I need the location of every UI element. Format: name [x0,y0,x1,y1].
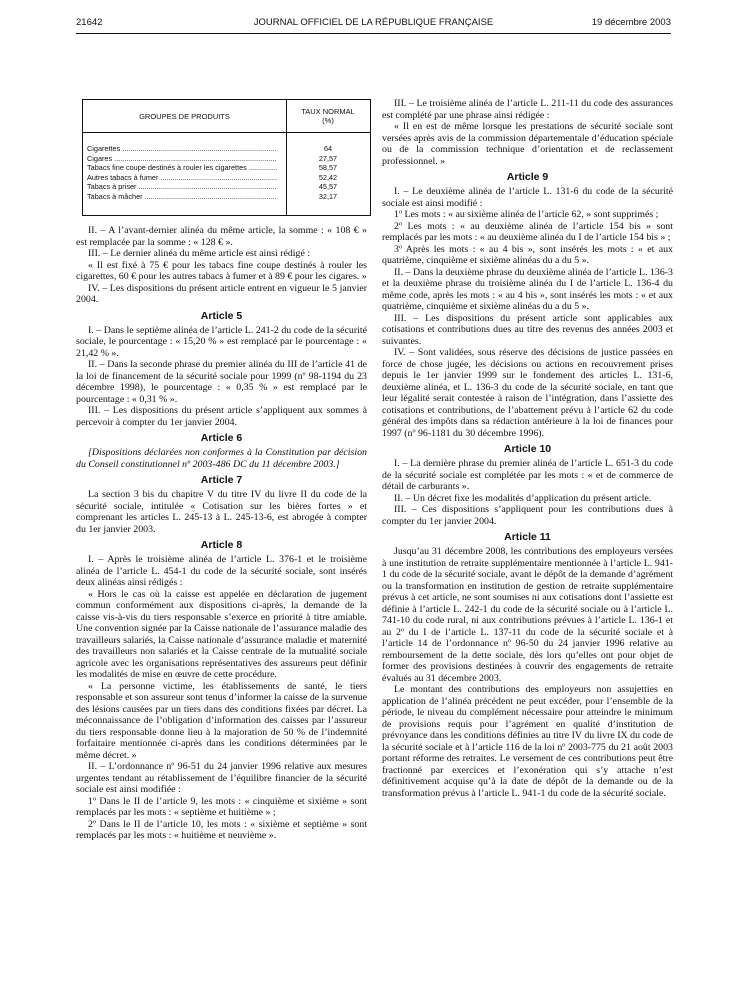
product-name: Cigarettes ..... [87,144,277,154]
paragraph: II. – L’ordonnance nº 96-51 du 24 janvier 1996 relative aux mesures urgentes tendant au rétablissement de l’équilibre financier de la sécurité sociale est ainsi modifiée : [76,761,367,795]
paragraph: III. – Les dispositions du présent article sont applicables aux cotisations et contributions dues au titre des revenus des années 2003 et suivantes. [382,312,673,347]
table-row [87,182,367,192]
paragraph: I. – Le deuxième alinéa de l’article L. 131-6 du code de la sécurité sociale est ainsi modifié : [382,186,673,209]
paragraph: IV. – Sont validées, sous réserve des décisions de justice passées en force de chose jugée, les décisions ou actions en recouvrement prises depuis le 1er janvier 1999 sur le fondement des articles L. 131-6, deuxième alinéa, et L. 136-3 du code de la sécurité sociale, en tant que leur légalité serait contestée à raison de l’intégration, dans l’assiette des cotisations et contributions, de l’abattement prévu à l’article 62 du code général des impôts dans sa rédaction antérieure à la loi de finances pour 1997 (nº 96-1181 du 30 décembre 1996). [382,347,673,439]
paragraph: II. – Un décret fixe les modalités d’application du présent article. [394,492,652,504]
page-header [76,17,671,31]
rate-value: 58,57 [318,163,338,173]
table-row [87,192,367,202]
paragraph: « Il en est de même lorsque les prestations de sécurité sociale sont versées après avis de la commission départementale d’éducation spéciale ou de la commission technique d’orientation et de reclassement professionnel. » [382,121,673,167]
paragraph: II. – A l’avant-dernier alinéa du même article, la somme : « 108 € » est remplacée par la somme : « 128 € ». [76,225,367,248]
tax-rate-table [82,99,371,216]
paragraph: I. – La dernière phrase du premier alinéa de l’article L. 651-3 du code de la sécurité sociale est complétée par les mots : « et de commerce de détail de carburants ». [382,458,673,492]
paragraph: IV. – Les dispositions du présent article entrent en vigueur le 5 janvier 2004. [76,282,367,305]
paragraph: II. – Dans la deuxième phrase du deuxième alinéa de l’article L. 136-3 et la deuxième phrase du troisième alinéa du I de l’article L. 136-4 du même code, après les mots : « au 4 bis », sont insérés les mots : « et aux quatrième, cinquième et sixième alinéas du a du 5 ». [382,266,673,312]
paragraph: 1º Dans le II de l’article 9, les mots : « cinquième et sixième » sont remplacés par les mots : « septième et huitième » ; [76,795,367,818]
paragraph: III. – Ces dispositions s’appliquent pour les contributions dues à compter du 1er janvier 2004. [382,504,673,527]
paragraph: III. – Les dispositions du présent article s’appliquent aux sommes à percevoir à compter du 1er janvier 2004. [76,405,367,428]
paragraph: 1º Les mots : « au sixième alinéa de l’article 62, » sont supprimés ; [394,209,659,220]
paragraph: « La personne victime, les établissements de santé, le tiers responsable et son assureur sont tenus d’informer la caisse de la survenue des lésions causées par un tiers dans des conditions fixées par décret. La méconnaissance de l’obligation d’information des caisses par l’assureur du tiers responsable donne lieu à la majoration de 50 % de l’indemnité forfaitaire mentionnée ci-après dans les conditions déterminées par le même décret. » [76,680,367,761]
article-heading: Article 9 [506,171,549,183]
paragraph: III. – Le dernier alinéa du même article est ainsi rédigé : [88,248,311,259]
product-name: Tabacs à priser ..... [87,182,277,192]
paragraph: « Il est fixé à 75 € pour les tabacs fine coupe destinés à rouler les cigarettes, 60 € pour les autres tabacs à fumer et à 89 € pour les cigares. » [76,259,367,282]
article-heading: Article 6 [200,432,243,444]
article-heading: Article 7 [200,474,243,486]
table-row [87,154,367,164]
article-heading: Article 11 [504,531,551,543]
paragraph: II. – Dans la seconde phrase du premier alinéa du III de l’article 41 de la loi de financement de la sécurité sociale pour 1999 (nº 98-1194 du 23 décembre 1998), le pourcentage : « 0,35 % » est remplacé par le pourcentage : « 0,31 % ». [76,359,367,405]
article-heading: Article 10 [503,443,552,455]
page-number: 21642 [76,17,103,28]
table-header-divider [83,132,370,133]
paragraph: I. – Dans le septième alinéa de l’article L. 241-2 du code de la sécurité sociale, le pourcentage : « 15,20 % » est remplacé par le pourcentage : « 21,42 % ». [76,324,367,359]
product-name: Autres tabacs à fumer ..... [87,173,277,183]
table-row [87,163,367,173]
table-header-normal-rate [286,107,370,125]
journal-title: JOURNAL OFFICIEL DE LA RÉPUBLIQUE FRANÇAISE [253,17,494,28]
rate-value: 52,42 [318,172,338,182]
table-header-product-groups: GROUPES DE PRODUITS [139,112,230,121]
article-heading: Article 5 [200,309,243,322]
rate-value: 64 [323,144,333,153]
product-name: Tabacs fine coupe destinés à rouler les cigarettes ..... [87,163,277,173]
table-row [87,144,367,154]
rate-value: 32,17 [318,191,338,201]
publication-date: 19 décembre 2003 [591,17,671,28]
paragraph: La section 3 bis du chapitre V du titre IV du livre II du code de la sécurité sociale, intitulée « Cotisation sur les bières fortes » et comprenant les articles L. 245-13 à L. 245-13-6, est abrogée à compter du 1er janvier 2003. [76,489,367,535]
table-row [87,173,367,183]
paragraph: [Dispositions déclarées non conformes à la Constitution par décision du Conseil constitutionnel nº 2003-486 DC du 11 décembre 2003.] [76,447,367,470]
table-header-normal-rate-line2: (%) [322,116,334,125]
paragraph: Jusqu’au 31 décembre 2008, les contributions des employeurs versées à une institution de retraite supplémentaire mentionnée à l’article L. 941-1 du code de la sécurité sociale, avant le dépôt de la demande d’agrément ou la transformation en institution de gestion de retraite supplémentaire prévus à cet article, ne sont soumises ni aux cotisations dont l’assiette est définie à l’article L. 242-1 du code de la sécurité sociale ou à l’article L. 741-10 du code rural, ni aux contributions prévues à l’article L. 136-1 et au 2º du I de l’article L. 137-11 du code de la sécurité sociale et à l’article 14 de l’ordonnance nº 96-50 du 24 janvier 1996 relative au remboursement de la dette sociale, dès lors qu’elles ont pour objet de former des provisions destinées à couvrir des engagements de retraite évalués au 31 décembre 2003. [382,546,673,684]
header-rule [76,33,671,34]
table-header-normal-rate-line1: TAUX NORMAL [301,107,355,116]
paragraph: Le montant des contributions des employeurs non assujetties en application de l’alinéa précédent ne peut excéder, pour l’ensemble de la période, le niveau du complément nécessaire pour atteindre le minimum de provisions requis pour l’agrément en qualité d’institution de prévoyance dans les conditions définies au titre IV du livre IX du code de la sécurité sociale et à l’article 116 de la loi nº 2003-775 du 21 août 2003 portant réforme des retraites. Le versement de ces contributions peut être fractionné par exercices et l’exonération qui s’y attache n’est définitivement acquise qu’à la date de dépôt de la demande ou de la transformation prévus à l’article L. 941-1 du code de la sécurité sociale. [382,684,673,799]
paragraph: 3º Après les mots : « au 4 bis », sont insérés les mots : « et aux quatrième, cinquième et sixième alinéas du a du 5 ». [382,243,673,266]
paragraph: « Hors le cas où la caisse est appelée en déclaration de jugement commun conformément aux dispositions ci-après, la demande de la caisse vis-à-vis du tiers responsable s’exerce en priorité à titre amiable. Une convention signée par la Caisse nationale de l’assurance maladie des travailleurs salariés, la Caisse nationale d’assurance maladie et maternité des travailleurs non salariés et la Caisse centrale de la mutualité sociale agricole avec les organisations représentatives des assureurs peut définir les modalités de mise en œuvre de cette procédure. [76,588,367,680]
table-body [87,144,367,202]
paragraph: III. – Le troisième alinéa de l’article L. 211-11 du code des assurances est complété par une phrase ainsi rédigée : [382,98,673,121]
product-name: Cigares ..... [87,154,277,164]
paragraph: 2º Dans le II de l’article 10, les mots : « sixième et septième » sont remplacés par les mots : « huitième et neuvième ». [76,818,367,841]
article-heading: Article 8 [200,539,243,551]
paragraph: I. – Après le troisième alinéa de l’article L. 376-1 et le troisième alinéa de l’article L. 454-1 du code de la sécurité sociale, sont insérés deux alinéas ainsi rédigés : [76,554,367,588]
rate-value: 27,57 [318,153,338,163]
rate-value: 45,57 [318,182,338,192]
left-column [76,225,367,842]
paragraph: 2º Les mots : « au deuxième alinéa de l’article 154 bis » sont remplacés par les mots : « au deuxième alinéa du I de l’article 154 bis » ; [382,220,673,243]
product-name: Tabacs à mâcher ..... [87,192,277,202]
right-column [382,98,673,799]
